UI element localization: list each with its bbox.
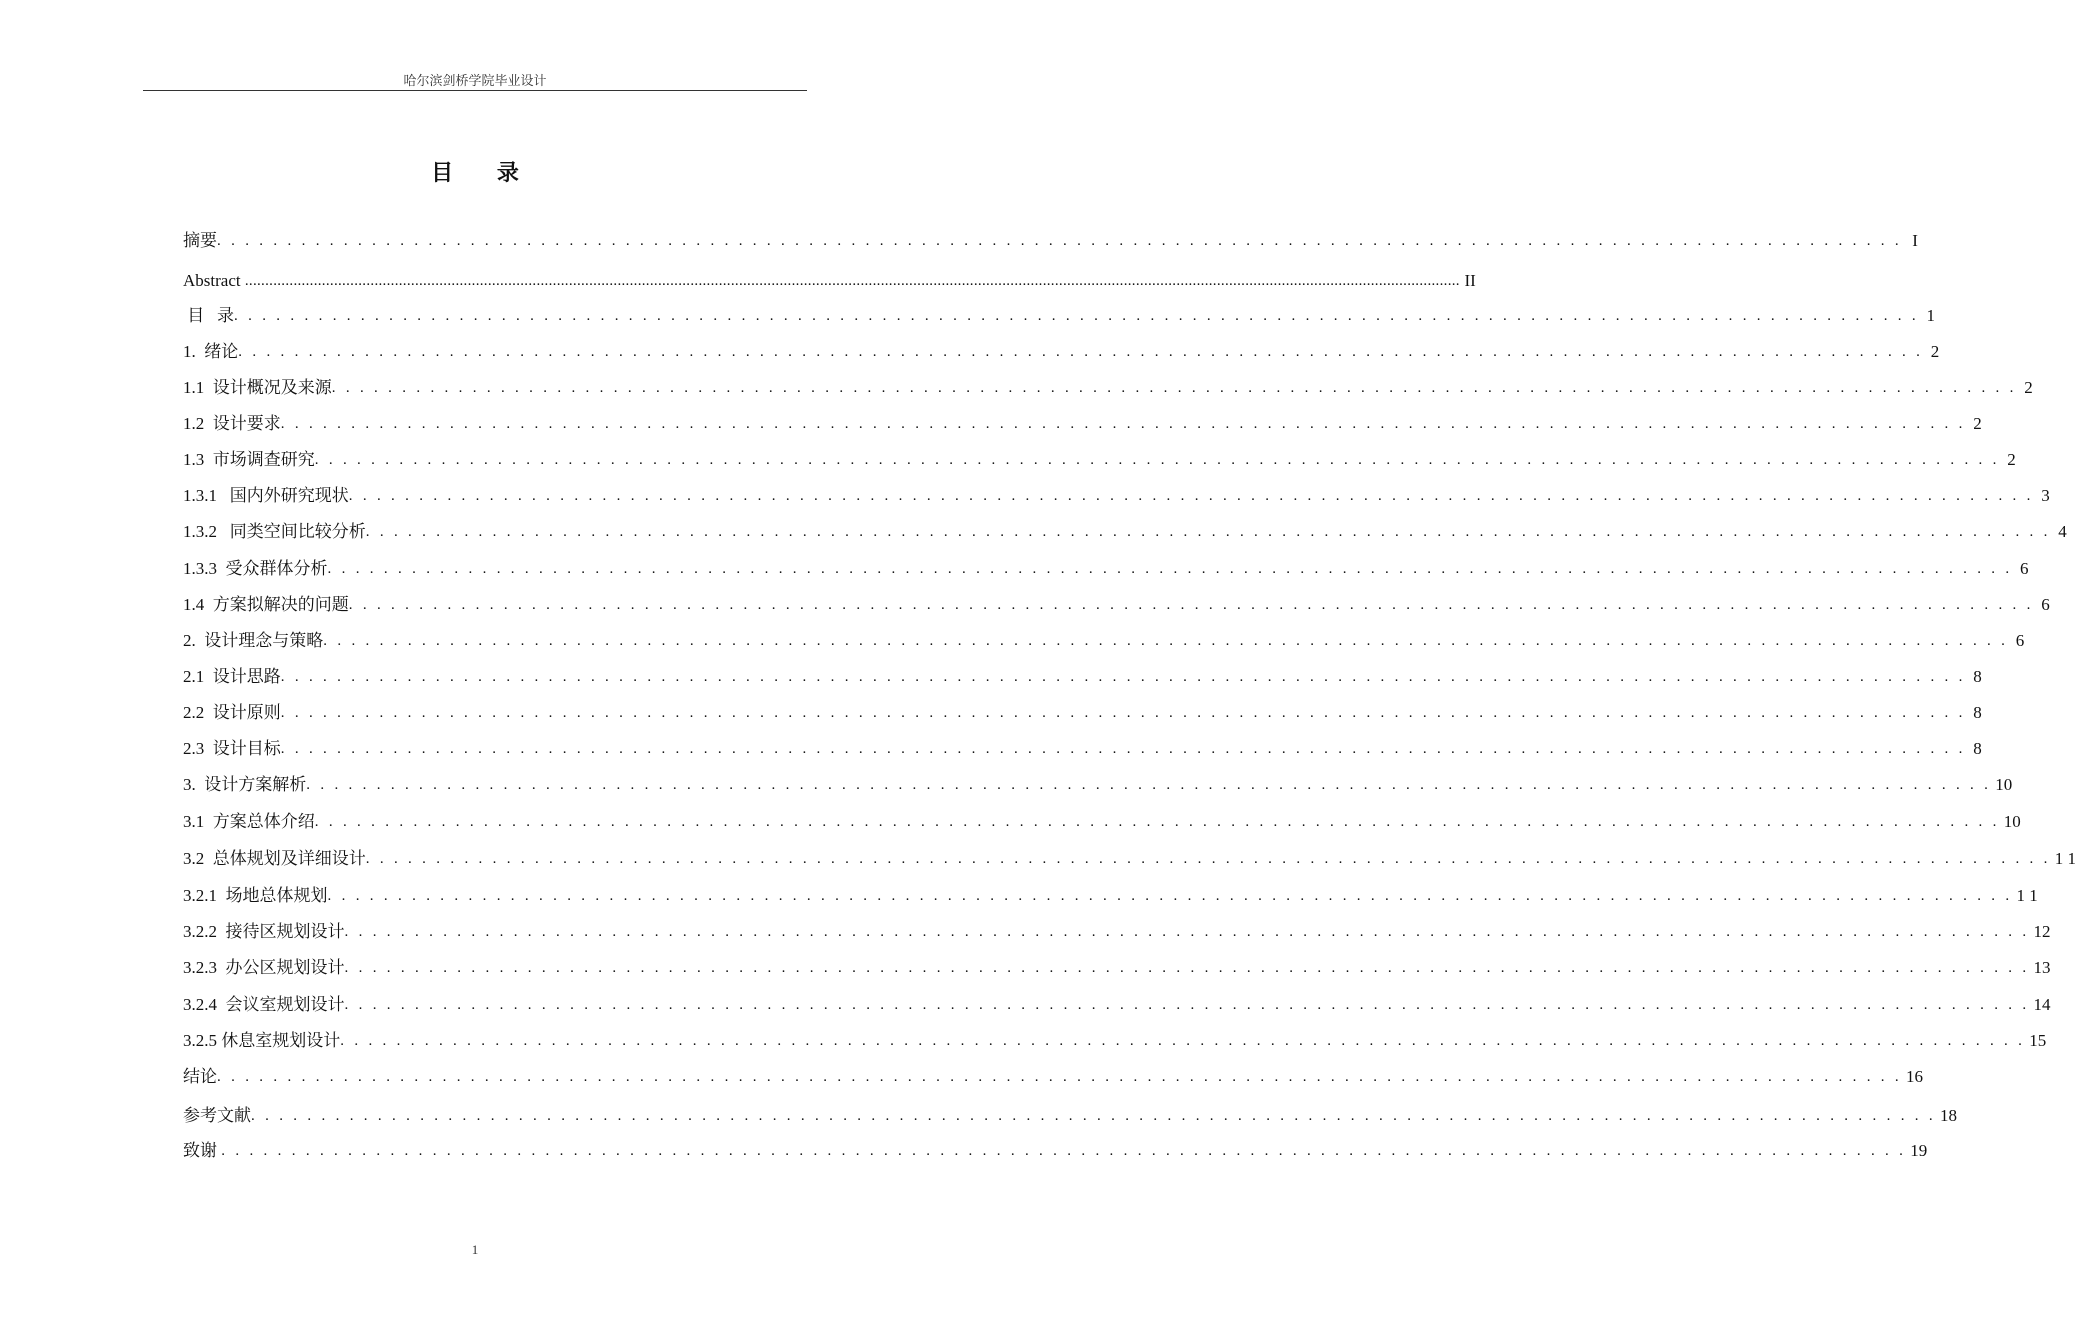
toc-entry-page: II <box>1464 271 1476 290</box>
toc-entry-page: 13 <box>2033 958 2051 977</box>
toc-entry[interactable] <box>183 228 1918 254</box>
toc-entry-label: 3.2.2 接待区规划设计 <box>183 922 345 941</box>
dot-leader: . . . . . . . . . . . . . . . . . . . . . . . . . . . . . . . . . . . . . . . . . . . . . . . . . . . . . . . . . . . . . . . . . . . . . . . . . . . . . . . . . . . . . . . . . . . . . . . . . . . . . . . . . . . . . . . . . . . . . . . . <box>327 888 2013 904</box>
toc-entry-page: 2 <box>1930 342 1940 361</box>
toc-entry-page: 1 1 <box>2016 886 2038 905</box>
toc-entry-page: 8 <box>1973 703 1982 722</box>
toc-entry-label: 1.3.3 受众群体分析 <box>183 559 328 578</box>
dot-leader: . . . . . . . . . . . . . . . . . . . . . . . . . . . . . . . . . . . . . . . . . . . . . . . . . . . . . . . . . . . . . . . . . . . . . . . . . . . . . . . . . . . . . . . . . . . . . . . . . . . . . . . . . . . . . . . . . . . . . . . . <box>327 561 2013 577</box>
dot-leader: . . . . . . . . . . . . . . . . . . . . . . . . . . . . . . . . . . . . . . . . . . . . . . . . . . . . . . . . . . . . . . . . . . . . . . . . . . . . . . . . . . . . . . . . . . . . . . . . . . . . . . . . . . . . . . . . . . . . . . . . <box>217 233 1902 249</box>
toc-entry-label: Abstract <box>183 271 245 290</box>
toc-entry-page: 16 <box>1905 1067 1923 1086</box>
dot-leader: . . . . . . . . . . . . . . . . . . . . . . . . . . . . . . . . . . . . . . . . . . . . . . . . . . . . . . . . . . . . . . . . . . . . . . . . . . . . . . . . . . . . . . . . . . . . . . . . . . . . . . . . . . . . . . . . . . . . . . . . <box>280 669 1966 685</box>
toc-entry-page: I <box>1912 231 1918 250</box>
dot-leader: . . . . . . . . . . . . . . . . . . . . . . . . . . . . . . . . . . . . . . . . . . . . . . . . . . . . . . . . . . . . . . . . . . . . . . . . . . . . . . . . . . . . . . . . . . . . . . . . . . . . . . . . . . . . . . . . . . . . . . . . <box>306 777 1992 793</box>
toc-entry-label: 3. 设计方案解析 <box>183 775 307 794</box>
toc-entry-page: 6 <box>2041 595 2050 614</box>
toc-entry[interactable] <box>183 772 2013 798</box>
toc-entry-label: 摘要 <box>183 231 217 250</box>
toc-entry-label: 3.2.4 会议室规划设计 <box>183 995 345 1014</box>
toc-entry-label: 2.1 设计思路 <box>183 667 281 686</box>
toc-entry-page: 1 1 <box>2054 849 2076 868</box>
toc-entry-label: 2.2 设计原则 <box>183 703 281 722</box>
toc-entry-label: 1.3.1 国内外研究现状 <box>183 486 349 505</box>
toc-entry-page: 2 <box>1973 414 1982 433</box>
page-title: 目 录 <box>431 161 537 186</box>
dot-leader: . . . . . . . . . . . . . . . . . . . . . . . . . . . . . . . . . . . . . . . . . . . . . . . . . . . . . . . . . . . . . . . . . . . . . . . . . . . . . . . . . . . . . . . . . . . . . . . . . . . . . . . . . . . . . . . . . . . . . . . . <box>344 997 2030 1013</box>
toc-entry-label: 3.1 方案总体介绍 <box>183 812 315 831</box>
dot-leader: . . . . . . . . . . . . . . . . . . . . . . . . . . . . . . . . . . . . . . . . . . . . . . . . . . . . . . . . . . . . . . . . . . . . . . . . . . . . . . . . . . . . . . . . . . . . . . . . . . . . . . . . . . . . . . . . . . . . . . . . <box>314 814 2000 830</box>
toc-entry[interactable] <box>183 592 2050 618</box>
dot-leader: . . . . . . . . . . . . . . . . . . . . . . . . . . . . . . . . . . . . . . . . . . . . . . . . . . . . . . . . . . . . . . . . . . . . . . . . . . . . . . . . . . . . . . . . . . . . . . . . . . . . . . . . . . . . . . . . . . . . . . . . <box>251 1108 1936 1124</box>
toc-entry-page: 10 <box>1995 775 2013 794</box>
toc-entry-label: 2.3 设计目标 <box>183 739 281 758</box>
toc-entry-page: 3 <box>2041 486 2050 505</box>
dot-leader: . . . . . . . . . . . . . . . . . . . . . . . . . . . . . . . . . . . . . . . . . . . . . . . . . . . . . . . . . . . . . . . . . . . . . . . . . . . . . . . . . . . . . . . . . . . . . . . . . . . . . . . . . . . . . . . . . . . . . . . . <box>234 308 1919 324</box>
dot-leader: . . . . . . . . . . . . . . . . . . . . . . . . . . . . . . . . . . . . . . . . . . . . . . . . . . . . . . . . . . . . . . . . . . . . . . . . . . . . . . . . . . . . . . . . . . . . . . . . . . . . . . . . . . . . . . . . . . . . . . . . <box>217 1069 1902 1085</box>
toc-entry[interactable] <box>183 1138 1928 1164</box>
toc-entry-label: 参考文献 <box>183 1106 251 1125</box>
toc-entry-page: 2 <box>2024 378 2033 397</box>
toc-entry-label: 1.3.2 同类空间比较分析 <box>183 522 366 541</box>
dot-leader: . . . . . . . . . . . . . . . . . . . . . . . . . . . . . . . . . . . . . . . . . . . . . . . . . . . . . . . . . . . . . . . . . . . . . . . . . . . . . . . . . . . . . . . . . . . . . . . . . . . . . . . . . . . . . . . . . . . . . . . . <box>314 452 2000 468</box>
toc-entry-page: 6 <box>2019 559 2029 578</box>
toc-entry-page: 4 <box>2058 522 2067 541</box>
dot-leader: . . . . . . . . . . . . . . . . . . . . . . . . . . . . . . . . . . . . . . . . . . . . . . . . . . . . . . . . . . . . . . . . . . . . . . . . . . . . . . . . . . . . . . . . . . . . . . . . . . . . . . . . . . . . . . . . . . . . . . . . <box>348 597 2034 613</box>
toc-entry[interactable] <box>183 303 1935 329</box>
toc-entry[interactable] <box>183 883 2038 909</box>
toc-entry[interactable] <box>183 483 2050 509</box>
dot-leader: . . . . . . . . . . . . . . . . . . . . . . . . . . . . . . . . . . . . . . . . . . . . . . . . . . . . . . . . . . . . . . . . . . . . . . . . . . . . . . . . . . . . . . . . . . . . . . . . . . . . . . . . . . . . . . . . . . . . . . . . <box>365 524 2051 540</box>
toc-entry-page: 2 <box>2007 450 2016 469</box>
dot-leader: . . . . . . . . . . . . . . . . . . . . . . . . . . . . . . . . . . . . . . . . . . . . . . . . . . . . . . . . . . . . . . . . . . . . . . . . . . . . . . . . . . . . . . . . . . . . . . . . . . . . . . . . . . . . . . . . . . . . . . . . <box>280 705 1966 721</box>
toc-entry-label: 2. 设计理念与策略 <box>183 631 324 650</box>
toc-entry[interactable] <box>183 809 2021 835</box>
toc-entry[interactable] <box>183 556 2029 582</box>
toc-entry[interactable] <box>183 955 2051 981</box>
toc-entry-label: 1.1 设计概况及来源 <box>183 378 332 397</box>
toc-entry[interactable] <box>183 519 2067 545</box>
toc-entry[interactable] <box>183 375 2033 401</box>
toc-entry-page: 12 <box>2033 922 2051 941</box>
dot-leader: . . . . . . . . . . . . . . . . . . . . . . . . . . . . . . . . . . . . . . . . . . . . . . . . . . . . . . . . . . . . . . . . . . . . . . . . . . . . . . . . . . . . . . . . . . . . . . . . . . . . . . . . . . . . . . . . . . . . . . . . <box>323 633 2009 649</box>
header-divider <box>143 90 807 91</box>
dot-leader: ............................................................................................................................................................................................................................................................................................................ <box>244 273 1460 289</box>
dot-leader: . . . . . . . . . . . . . . . . . . . . . . . . . . . . . . . . . . . . . . . . . . . . . . . . . . . . . . . . . . . . . . . . . . . . . . . . . . . . . . . . . . . . . . . . . . . . . . . . . . . . . . . . . . . . . . . . . . . . . . . . <box>280 416 1966 432</box>
toc-entry[interactable] <box>183 736 1982 762</box>
dot-leader: . . . . . . . . . . . . . . . . . . . . . . . . . . . . . . . . . . . . . . . . . . . . . . . . . . . . . . . . . . . . . . . . . . . . . . . . . . . . . . . . . . . . . . . . . . . . . . . . . . . . . . . . . . . . . . . . . . . . . . . . <box>340 1033 2026 1049</box>
toc-entry-page: 6 <box>2015 631 2025 650</box>
dot-leader: . . . . . . . . . . . . . . . . . . . . . . . . . . . . . . . . . . . . . . . . . . . . . . . . . . . . . . . . . . . . . . . . . . . . . . . . . . . . . . . . . . . . . . . . . . . . . . . . . . . . . . . . . . . . . . . . . . . . . . . . <box>221 1143 1907 1159</box>
toc-entry-page: 15 <box>2029 1031 2047 1050</box>
toc-entry-label: 1.4 方案拟解决的问题 <box>183 595 349 614</box>
page-header: 哈尔滨剑桥学院毕业设计 <box>403 73 547 88</box>
toc-entry-page: 10 <box>2003 812 2021 831</box>
toc-entry[interactable] <box>183 268 1476 294</box>
toc-entry-label: 1. 绪论 <box>183 342 239 361</box>
toc-entry-label: 结论 <box>183 1067 217 1086</box>
toc-entry[interactable] <box>183 919 2051 945</box>
dot-leader: . . . . . . . . . . . . . . . . . . . . . . . . . . . . . . . . . . . . . . . . . . . . . . . . . . . . . . . . . . . . . . . . . . . . . . . . . . . . . . . . . . . . . . . . . . . . . . . . . . . . . . . . . . . . . . . . . . . . . . . . <box>238 344 1924 360</box>
toc-entry[interactable] <box>183 447 2016 473</box>
toc-entry-page: 1 <box>1926 306 1935 325</box>
toc-entry-label: 1.2 设计要求 <box>183 414 281 433</box>
toc-entry-page: 19 <box>1910 1141 1928 1160</box>
toc-entry-page: 8 <box>1973 667 1982 686</box>
dot-leader: . . . . . . . . . . . . . . . . . . . . . . . . . . . . . . . . . . . . . . . . . . . . . . . . . . . . . . . . . . . . . . . . . . . . . . . . . . . . . . . . . . . . . . . . . . . . . . . . . . . . . . . . . . . . . . . . . . . . . . . . <box>344 960 2030 976</box>
toc-entry-label: 3.2.5 休息室规划设计 <box>183 1031 341 1050</box>
toc-entry-page: 8 <box>1973 739 1982 758</box>
toc-entry-label: 3.2.3 办公区规划设计 <box>183 958 345 977</box>
toc-entry[interactable] <box>183 411 1982 437</box>
dot-leader: . . . . . . . . . . . . . . . . . . . . . . . . . . . . . . . . . . . . . . . . . . . . . . . . . . . . . . . . . . . . . . . . . . . . . . . . . . . . . . . . . . . . . . . . . . . . . . . . . . . . . . . . . . . . . . . . . . . . . . . . <box>331 380 2017 396</box>
toc-entry-label: 3.2 总体规划及详细设计 <box>183 849 366 868</box>
page-number: 1 <box>471 1242 479 1257</box>
dot-leader: . . . . . . . . . . . . . . . . . . . . . . . . . . . . . . . . . . . . . . . . . . . . . . . . . . . . . . . . . . . . . . . . . . . . . . . . . . . . . . . . . . . . . . . . . . . . . . . . . . . . . . . . . . . . . . . . . . . . . . . . <box>344 924 2030 940</box>
dot-leader: . . . . . . . . . . . . . . . . . . . . . . . . . . . . . . . . . . . . . . . . . . . . . . . . . . . . . . . . . . . . . . . . . . . . . . . . . . . . . . . . . . . . . . . . . . . . . . . . . . . . . . . . . . . . . . . . . . . . . . . . <box>280 741 1966 757</box>
toc-entry-label: 3.2.1 场地总体规划 <box>183 886 328 905</box>
dot-leader: . . . . . . . . . . . . . . . . . . . . . . . . . . . . . . . . . . . . . . . . . . . . . . . . . . . . . . . . . . . . . . . . . . . . . . . . . . . . . . . . . . . . . . . . . . . . . . . . . . . . . . . . . . . . . . . . . . . . . . . . <box>348 488 2034 504</box>
toc-entry[interactable] <box>183 1103 1957 1129</box>
toc-entry[interactable] <box>183 1028 2047 1054</box>
toc-entry-label: 目 录 <box>183 306 234 325</box>
dot-leader: . . . . . . . . . . . . . . . . . . . . . . . . . . . . . . . . . . . . . . . . . . . . . . . . . . . . . . . . . . . . . . . . . . . . . . . . . . . . . . . . . . . . . . . . . . . . . . . . . . . . . . . . . . . . . . . . . . . . . . . . <box>365 851 2051 867</box>
toc-entry[interactable] <box>183 992 2051 1018</box>
toc-entry-label: 1.3 市场调查研究 <box>183 450 315 469</box>
toc-entry-page: 14 <box>2033 995 2051 1014</box>
toc-entry[interactable] <box>183 339 1940 365</box>
toc-entry[interactable] <box>183 664 1982 690</box>
toc-entry[interactable] <box>183 700 1982 726</box>
toc-entry[interactable] <box>183 628 2025 654</box>
toc-entry-label: 致谢 <box>183 1141 222 1160</box>
toc-entry-page: 18 <box>1939 1106 1957 1125</box>
toc-entry[interactable] <box>183 846 2076 872</box>
toc-entry[interactable] <box>183 1064 1923 1090</box>
